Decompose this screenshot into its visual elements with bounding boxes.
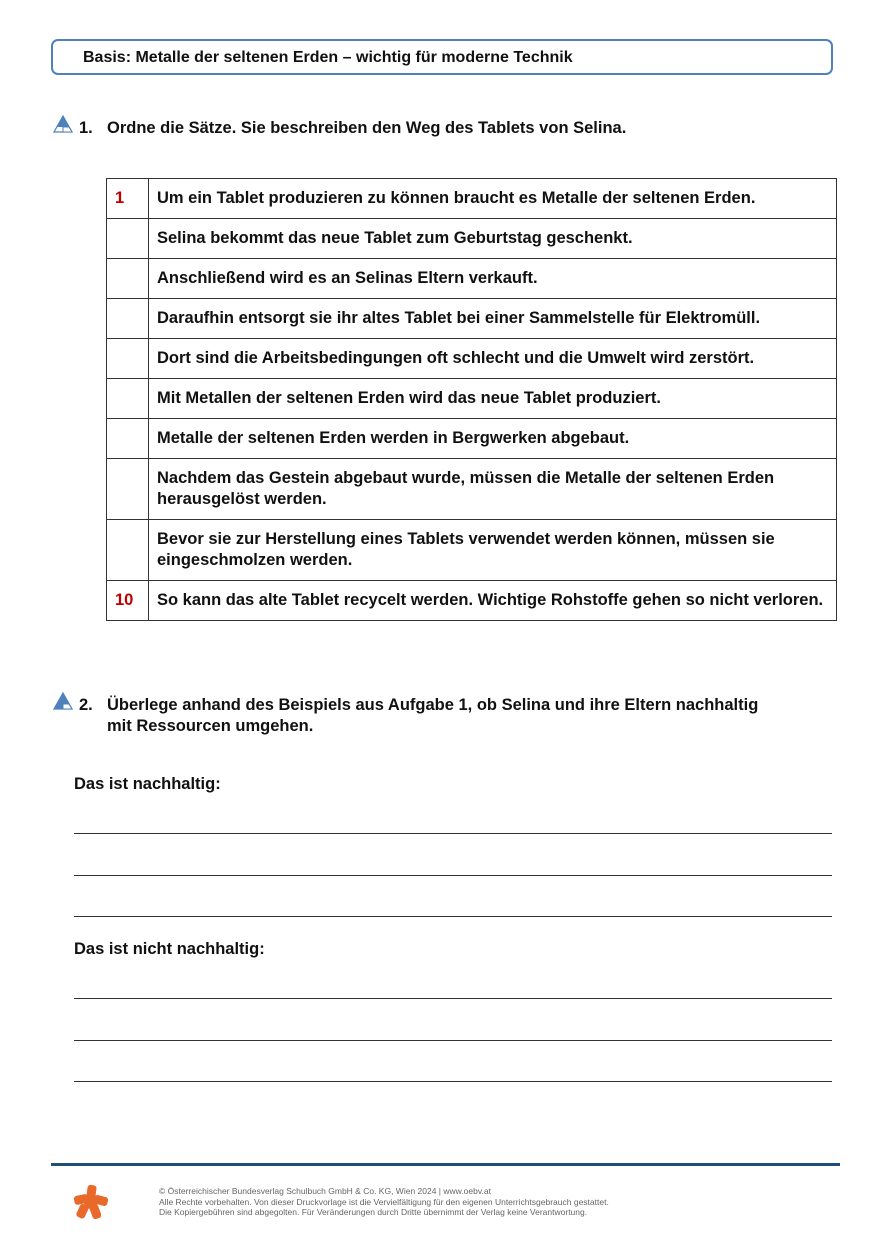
task-2-heading bbox=[79, 695, 859, 739]
footer-divider bbox=[51, 1163, 840, 1166]
sentence-cell: Mit Metallen der seltenen Erden wird das neue Tablet produziert. bbox=[149, 379, 837, 419]
sentence-cell: Dort sind die Arbeitsbedingungen oft schlecht und die Umwelt wird zerstört. bbox=[149, 339, 837, 379]
order-number-cell[interactable] bbox=[107, 339, 149, 379]
sentence-cell: So kann das alte Tablet recycelt werden. Wichtige Rohstoffe gehen so nicht verloren. bbox=[149, 581, 837, 621]
table-row bbox=[107, 299, 837, 339]
sentence-cell: Metalle der seltenen Erden werden in Bergwerken abgebaut. bbox=[149, 419, 837, 459]
task-2-instruction-line-1: Überlege anhand des Beispiels aus Aufgabe 1, ob Selina und ihre Eltern nachhaltig bbox=[107, 696, 759, 714]
sentence-cell: Bevor sie zur Herstellung eines Tablets verwendet werden können, müssen sie eingeschmolzen werden. bbox=[149, 520, 837, 581]
footer-copyright bbox=[159, 1186, 609, 1218]
order-number-cell[interactable]: 1 bbox=[107, 179, 149, 219]
answer-line[interactable] bbox=[74, 833, 832, 834]
oebv-logo-icon bbox=[72, 1183, 110, 1221]
footer-line-1: © Österreichischer Bundesverlag Schulbuch GmbH & Co. KG, Wien 2024 | www.oebv.at bbox=[159, 1186, 491, 1196]
ordering-table bbox=[106, 178, 837, 621]
level-pyramid-icon bbox=[53, 692, 73, 710]
table-row bbox=[107, 459, 837, 520]
order-number-cell[interactable] bbox=[107, 459, 149, 520]
order-number-cell[interactable] bbox=[107, 379, 149, 419]
order-number-cell[interactable] bbox=[107, 219, 149, 259]
sentence-cell: Daraufhin entsorgt sie ihr altes Tablet bei einer Sammelstelle für Elektromüll. bbox=[149, 299, 837, 339]
order-number-cell[interactable] bbox=[107, 520, 149, 581]
footer-line-2: Alle Rechte vorbehalten. Von dieser Druckvorlage ist die Vervielfältigung für den eigenen Unterrichtsgebrauch gestattet. bbox=[159, 1196, 609, 1207]
order-number-cell[interactable] bbox=[107, 259, 149, 299]
sentence-cell: Selina bekommt das neue Tablet zum Geburtstag geschenkt. bbox=[149, 219, 837, 259]
answer-line[interactable] bbox=[74, 1081, 832, 1082]
answer-line[interactable] bbox=[74, 916, 832, 917]
not-sustainable-label: Das ist nicht nachhaltig: bbox=[74, 940, 265, 958]
title-box bbox=[51, 39, 833, 75]
answer-line[interactable] bbox=[74, 998, 832, 999]
page-title: Basis: Metalle der seltenen Erden – wichtig für moderne Technik bbox=[83, 49, 573, 66]
sentence-cell: Anschließend wird es an Selinas Eltern verkauft. bbox=[149, 259, 837, 299]
table-row bbox=[107, 179, 837, 219]
answer-line[interactable] bbox=[74, 875, 832, 876]
task-2-number: 2. bbox=[79, 696, 93, 714]
task-2-instruction-line-2: mit Ressourcen umgehen. bbox=[107, 717, 314, 735]
table-row bbox=[107, 219, 837, 259]
table-row bbox=[107, 259, 837, 299]
order-number-cell[interactable]: 10 bbox=[107, 581, 149, 621]
table-row bbox=[107, 581, 837, 621]
answer-line[interactable] bbox=[74, 1040, 832, 1041]
table-row bbox=[107, 520, 837, 581]
sentence-cell: Nachdem das Gestein abgebaut wurde, müssen die Metalle der seltenen Erden herausgelöst werden. bbox=[149, 459, 837, 520]
table-row bbox=[107, 419, 837, 459]
sustainable-label: Das ist nachhaltig: bbox=[74, 775, 221, 793]
task-1-instruction: Ordne die Sätze. Sie beschreiben den Weg des Tablets von Selina. bbox=[107, 119, 627, 137]
table-row bbox=[107, 379, 837, 419]
order-number-cell[interactable] bbox=[107, 419, 149, 459]
footer-line-3: Die Kopiergebühren sind abgegolten. Für Veränderungen durch Dritte übernimmt der Verlag keine Verantwortung. bbox=[159, 1207, 588, 1217]
task-1-number: 1. bbox=[79, 119, 93, 137]
sentence-cell: Um ein Tablet produzieren zu können braucht es Metalle der seltenen Erden. bbox=[149, 179, 837, 219]
task-1-heading bbox=[79, 118, 839, 140]
level-pyramid-icon bbox=[53, 115, 73, 133]
order-number-cell[interactable] bbox=[107, 299, 149, 339]
table-row bbox=[107, 339, 837, 379]
